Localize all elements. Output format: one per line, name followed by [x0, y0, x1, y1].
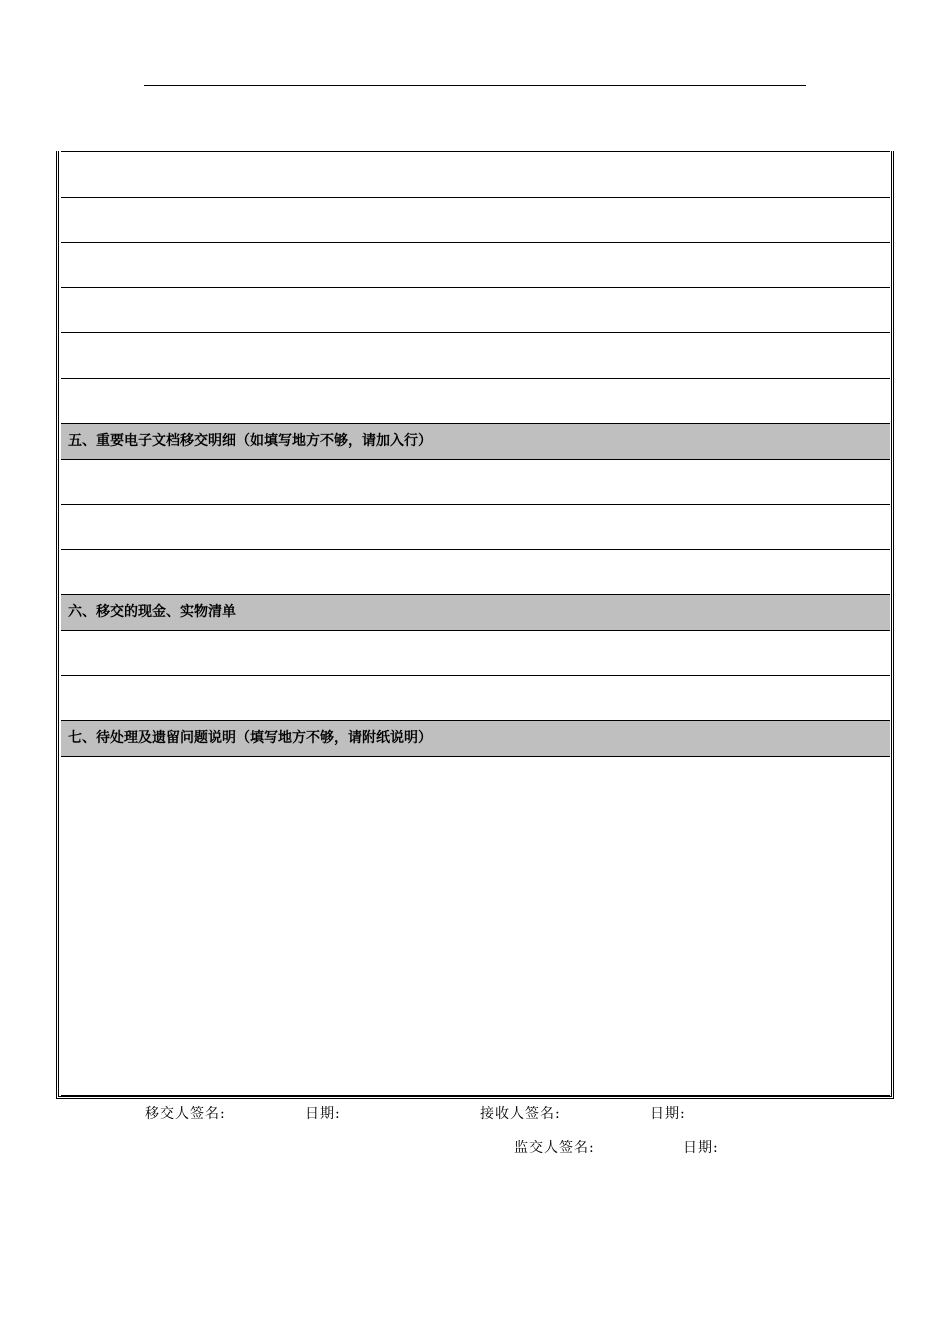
- pending-issues-textarea[interactable]: [61, 756, 890, 1096]
- table-row[interactable]: [61, 287, 890, 332]
- table-row[interactable]: [61, 151, 890, 196]
- handover-date-label: 日期:: [305, 1106, 341, 1122]
- section-6-title: 六、移交的现金、实物清单: [68, 604, 236, 620]
- receiver-date-label: 日期:: [650, 1106, 686, 1122]
- table-row[interactable]: [61, 504, 890, 549]
- section-5-title: 五、重要电子文档移交明细（如填写地方不够，请加入行）: [68, 433, 432, 449]
- table-row[interactable]: [61, 675, 890, 720]
- table-row[interactable]: [61, 378, 890, 423]
- section-7-title: 七、待处理及遗留问题说明（填写地方不够，请附纸说明）: [68, 730, 432, 746]
- table-row[interactable]: [61, 197, 890, 242]
- table-row[interactable]: [61, 242, 890, 287]
- section-6-header: [61, 594, 890, 630]
- table-row[interactable]: [61, 549, 890, 594]
- table-row[interactable]: [61, 332, 890, 377]
- section-7-header: [61, 720, 890, 756]
- handover-signature-label: 移交人签名:: [145, 1106, 226, 1122]
- supervisor-date-label: 日期:: [683, 1140, 719, 1156]
- receiver-signature-label: 接收人签名:: [480, 1106, 561, 1122]
- section-5-header: [61, 423, 890, 459]
- header-rule: [144, 85, 806, 86]
- table-row[interactable]: [61, 630, 890, 675]
- table-row[interactable]: [61, 459, 890, 504]
- supervisor-signature-label: 监交人签名:: [514, 1140, 595, 1156]
